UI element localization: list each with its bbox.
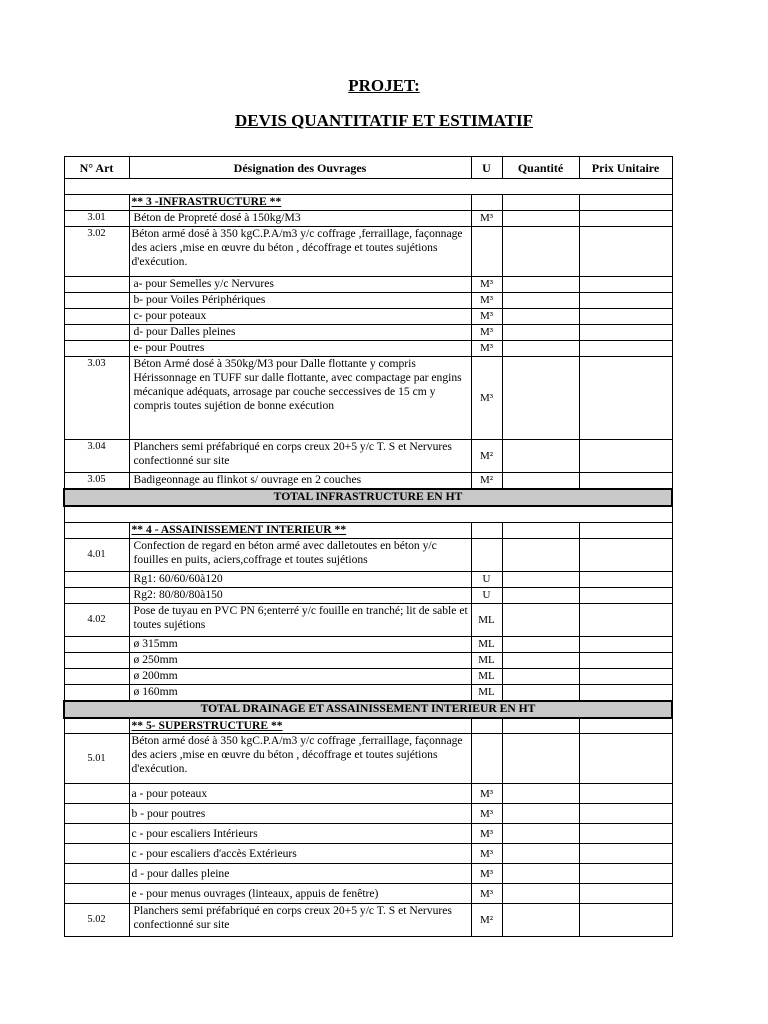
designation: c - pour escaliers d'accès Extérieurs <box>129 844 471 864</box>
spacer-row <box>64 179 672 195</box>
art-cell <box>64 844 129 864</box>
unit: M² <box>471 440 502 473</box>
designation: Béton armé dosé à 350 kgC.P.A/m3 y/c coffrage ,ferraillage, façonnage des aciers ,mise en œuvre du béton , décoffrage et toutes sujétions d'exécution. <box>129 227 471 277</box>
art-cell <box>64 864 129 884</box>
price-cell <box>579 824 672 844</box>
art-cell <box>64 341 129 357</box>
art-cell <box>64 804 129 824</box>
designation: Rg1: 60/60/60à120 <box>129 572 471 588</box>
unit-cell <box>471 523 502 539</box>
price-cell <box>579 572 672 588</box>
qty-cell <box>502 637 579 653</box>
section-row <box>64 195 672 211</box>
price-cell <box>579 357 672 440</box>
art-cell <box>64 685 129 701</box>
art-cell <box>64 588 129 604</box>
table-row <box>64 734 672 784</box>
table-row <box>64 293 672 309</box>
price-cell <box>579 734 672 784</box>
table-row <box>64 685 672 701</box>
qty-cell <box>502 572 579 588</box>
table-row <box>64 904 672 937</box>
qty-cell <box>502 473 579 489</box>
spacer-cell <box>64 179 672 195</box>
qty-cell <box>502 804 579 824</box>
table-row <box>64 884 672 904</box>
qty-cell <box>502 357 579 440</box>
header-quantity: Quantité <box>502 157 579 179</box>
price-cell <box>579 309 672 325</box>
designation: e- pour Poutres <box>129 341 471 357</box>
qty-cell <box>502 844 579 864</box>
table-row <box>64 784 672 804</box>
header-unit: U <box>471 157 502 179</box>
header-designation: Désignation des Ouvrages <box>129 157 471 179</box>
price-cell <box>579 211 672 227</box>
art-number: 5.01 <box>64 734 129 784</box>
total-row <box>64 701 672 718</box>
price-cell <box>579 637 672 653</box>
price-cell <box>579 844 672 864</box>
unit: M³ <box>471 804 502 824</box>
price-cell <box>579 669 672 685</box>
price-cell <box>579 588 672 604</box>
qty-cell <box>502 309 579 325</box>
unit: M³ <box>471 824 502 844</box>
art-cell <box>64 718 129 734</box>
table-row <box>64 844 672 864</box>
table-row <box>64 277 672 293</box>
qty-cell <box>502 685 579 701</box>
section-row <box>64 523 672 539</box>
project-title: PROJET: <box>348 76 420 95</box>
art-cell <box>64 572 129 588</box>
table-row <box>64 637 672 653</box>
designation: Béton de Propreté dosé à 150kg/M3 <box>129 211 471 227</box>
table-row <box>64 539 672 572</box>
unit-cell <box>471 718 502 734</box>
art-number: 3.03 <box>64 357 129 440</box>
art-number: 3.02 <box>64 227 129 277</box>
qty-cell <box>502 864 579 884</box>
art-cell <box>64 277 129 293</box>
price-cell <box>579 277 672 293</box>
designation: Rg2: 80/80/80à150 <box>129 588 471 604</box>
table-row <box>64 357 672 440</box>
unit: M³ <box>471 325 502 341</box>
header-art: N° Art <box>64 157 129 179</box>
unit: ML <box>471 685 502 701</box>
price-cell <box>579 473 672 489</box>
designation: Planchers semi préfabriqué en corps creux 20+5 y/c T. S et Nervures confectionné sur site <box>129 440 471 473</box>
price-cell <box>579 440 672 473</box>
qty-cell <box>502 293 579 309</box>
qty-cell <box>502 341 579 357</box>
price-cell <box>579 195 672 211</box>
qty-cell <box>502 440 579 473</box>
art-cell <box>64 784 129 804</box>
designation: ø 315mm <box>129 637 471 653</box>
art-cell <box>64 884 129 904</box>
table-row <box>64 341 672 357</box>
art-cell <box>64 325 129 341</box>
price-cell <box>579 864 672 884</box>
table-row <box>64 588 672 604</box>
table-row <box>64 864 672 884</box>
price-cell <box>579 904 672 937</box>
art-number: 5.02 <box>64 904 129 937</box>
unit: M² <box>471 904 502 937</box>
table-row <box>64 309 672 325</box>
designation: d - pour dalles pleine <box>129 864 471 884</box>
art-cell <box>64 309 129 325</box>
unit: M³ <box>471 341 502 357</box>
table-row <box>64 572 672 588</box>
section-infrastructure: ** 3 -INFRASTRUCTURE ** <box>129 195 471 211</box>
unit-cell <box>471 195 502 211</box>
art-cell <box>64 669 129 685</box>
price-cell <box>579 604 672 637</box>
art-number: 4.02 <box>64 604 129 637</box>
qty-cell <box>502 227 579 277</box>
table-row <box>64 653 672 669</box>
qty-cell <box>502 884 579 904</box>
designation: a - pour poteaux <box>129 784 471 804</box>
unit: ML <box>471 653 502 669</box>
designation: b- pour Voiles Périphériques <box>129 293 471 309</box>
qty-cell <box>502 325 579 341</box>
qty-cell <box>502 277 579 293</box>
price-cell <box>579 784 672 804</box>
designation: Badigeonnage au flinkot s/ ouvrage en 2 couches <box>129 473 471 489</box>
unit: ML <box>471 637 502 653</box>
total-assainissement: TOTAL DRAINAGE ET ASSAINISSEMENT INTERIEUR EN HT <box>64 701 672 718</box>
art-cell <box>64 653 129 669</box>
designation: ø 160mm <box>129 685 471 701</box>
qty-cell <box>502 669 579 685</box>
price-cell <box>579 341 672 357</box>
price-cell <box>579 539 672 572</box>
section-row <box>64 718 672 734</box>
document-title: DEVIS QUANTITATIF ET ESTIMATIF <box>234 111 534 130</box>
header-price: Prix Unitaire <box>579 157 672 179</box>
spacer-row <box>64 506 672 523</box>
total-infrastructure: TOTAL INFRASTRUCTURE EN HT <box>64 489 672 506</box>
art-number: 4.01 <box>64 539 129 572</box>
unit-cell <box>471 734 502 784</box>
designation: Pose de tuyau en PVC PN 6;enterré y/c fouille en tranché; lit de sable et toutes sujétions <box>129 604 471 637</box>
art-cell <box>64 637 129 653</box>
qty-cell <box>502 588 579 604</box>
table-row <box>64 440 672 473</box>
table-row <box>64 325 672 341</box>
table-row <box>64 604 672 637</box>
designation: Planchers semi préfabriqué en corps creux 20+5 y/c T. S et Nervures confectionné sur site <box>129 904 471 937</box>
price-cell <box>579 293 672 309</box>
designation: e - pour menus ouvrages (linteaux, appuis de fenêtre) <box>129 884 471 904</box>
table-row <box>64 804 672 824</box>
unit: M³ <box>471 357 502 440</box>
price-cell <box>579 653 672 669</box>
qty-cell <box>502 195 579 211</box>
designation: Confection de regard en béton armé avec dalletoutes en béton y/c fouilles en puits, aciers,coffrage et toutes sujétions <box>129 539 471 572</box>
unit: ML <box>471 604 502 637</box>
art-number: 3.05 <box>64 473 129 489</box>
unit: M³ <box>471 211 502 227</box>
table-row <box>64 473 672 489</box>
qty-cell <box>502 653 579 669</box>
table-row <box>64 211 672 227</box>
unit: M³ <box>471 309 502 325</box>
price-cell <box>579 804 672 824</box>
qty-cell <box>502 904 579 937</box>
art-number: 3.01 <box>64 211 129 227</box>
designation: b - pour poutres <box>129 804 471 824</box>
qty-cell <box>502 734 579 784</box>
price-cell <box>579 884 672 904</box>
section-assainissement: ** 4 - ASSAINISSEMENT INTERIEUR ** <box>129 523 471 539</box>
designation: c - pour escaliers Intérieurs <box>129 824 471 844</box>
unit-cell <box>471 539 502 572</box>
qty-cell <box>502 604 579 637</box>
unit-cell <box>471 227 502 277</box>
price-cell <box>579 718 672 734</box>
unit: M³ <box>471 844 502 864</box>
qty-cell <box>502 523 579 539</box>
table-row <box>64 669 672 685</box>
price-cell <box>579 523 672 539</box>
unit: M³ <box>471 293 502 309</box>
art-cell <box>64 523 129 539</box>
price-cell <box>579 325 672 341</box>
designation: d- pour Dalles pleines <box>129 325 471 341</box>
unit: ML <box>471 669 502 685</box>
designation: Béton Armé dosé à 350kg/M3 pour Dalle flottante y compris Hérissonnage en TUFF sur dalle flottante, avec compactage par engins mécanique adéquats, arrosage par couche seccessives de 15 cm y compris toutes sujétion de bonne exécution <box>129 357 471 440</box>
designation: a- pour Semelles y/c Nervures <box>129 277 471 293</box>
designation: Béton armé dosé à 350 kgC.P.A/m3 y/c coffrage ,ferraillage, façonnage des aciers ,mise en œuvre du béton , décoffrage et toutes sujétions d'exécution. <box>129 734 471 784</box>
unit: M² <box>471 473 502 489</box>
table-header-row <box>64 157 672 179</box>
designation: ø 250mm <box>129 653 471 669</box>
unit: M³ <box>471 277 502 293</box>
price-cell <box>579 685 672 701</box>
designation: ø 200mm <box>129 669 471 685</box>
unit: M³ <box>471 884 502 904</box>
art-cell <box>64 195 129 211</box>
art-cell <box>64 293 129 309</box>
price-cell <box>579 227 672 277</box>
qty-cell <box>502 824 579 844</box>
unit: U <box>471 572 502 588</box>
designation: c- pour poteaux <box>129 309 471 325</box>
unit: M³ <box>471 864 502 884</box>
total-row <box>64 489 672 506</box>
spacer-cell <box>64 506 672 523</box>
estimate-table <box>63 156 673 937</box>
qty-cell <box>502 539 579 572</box>
table-row <box>64 227 672 277</box>
qty-cell <box>502 211 579 227</box>
art-number: 3.04 <box>64 440 129 473</box>
qty-cell <box>502 718 579 734</box>
unit: M³ <box>471 784 502 804</box>
table-row <box>64 824 672 844</box>
art-cell <box>64 824 129 844</box>
qty-cell <box>502 784 579 804</box>
section-superstructure: ** 5- SUPERSTRUCTURE ** <box>129 718 471 734</box>
unit: U <box>471 588 502 604</box>
